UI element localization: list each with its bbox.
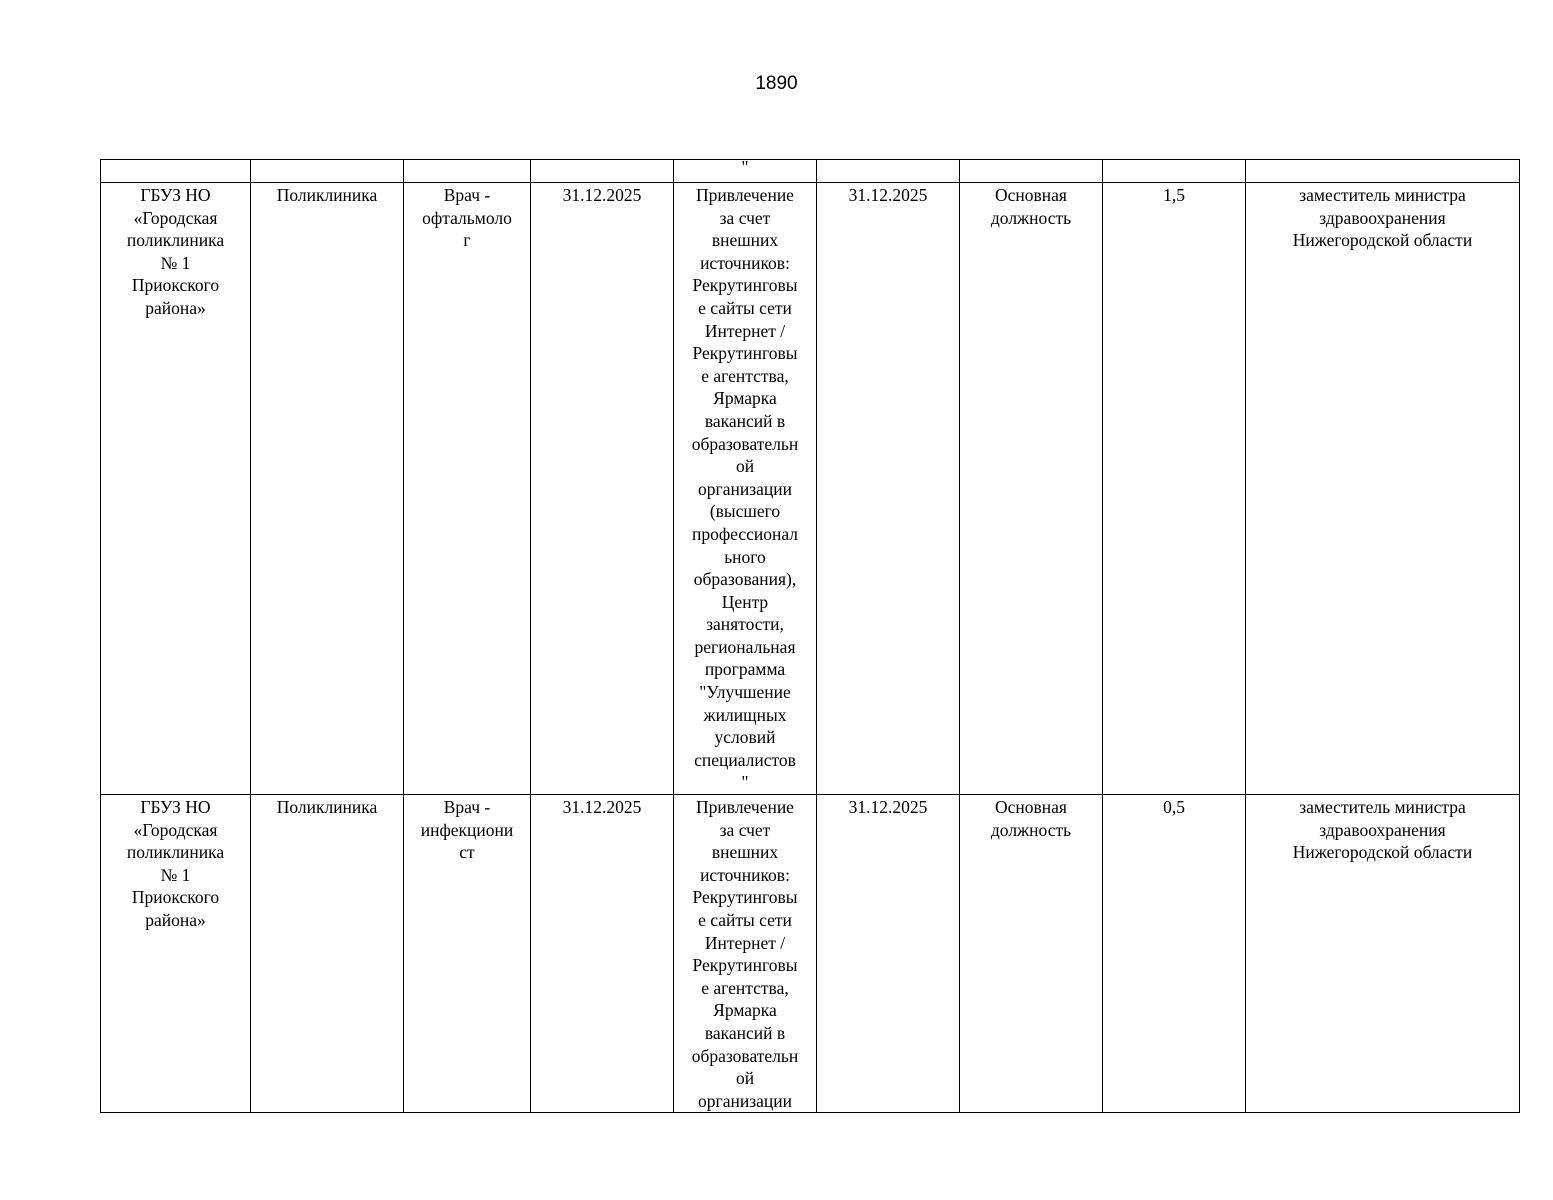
position-cell <box>404 183 531 795</box>
institution-cell <box>101 795 251 1113</box>
rate-cell <box>1103 795 1246 1113</box>
measures-text: Привлечение за счет внешних источников: Рекрутинговы е сайты сети Интернет / Рекрутинговы е агентства, Ярмарка вакансий в образовательн ой организации <box>691 797 799 1111</box>
institution-text: ГБУЗ НО «Городская поликлиника № 1 Приокского района» <box>126 185 225 318</box>
position-type-text: Основная должность <box>990 185 1072 228</box>
position-type-text: Основная должность <box>990 797 1072 840</box>
responsible-text: заместитель министра здравоохранения Нижегородской области <box>1292 185 1473 251</box>
division-text: Поликлиника <box>276 797 378 818</box>
deadline-cell <box>817 183 960 795</box>
measures-cell <box>674 795 817 1113</box>
continuation-row <box>101 160 1520 183</box>
rate-text: 0,5 <box>1163 797 1185 818</box>
table-cell <box>101 160 251 183</box>
table-row <box>101 795 1520 1113</box>
position-type-cell <box>960 795 1103 1113</box>
measures-text: Привлечение за счет внешних источников: Рекрутинговы е сайты сети Интернет / Рекрутинговы е агентства, Ярмарка вакансий в образовательн ой организации (высшего профессионал ьного образования), Центр занятости, региональная программа "Улучшение жилищных условий специалистов " <box>691 185 799 793</box>
date-text: 31.12.2025 <box>562 185 642 205</box>
table-cell <box>1103 160 1246 183</box>
institution-cell <box>101 183 251 795</box>
deadline-text: 31.12.2025 <box>848 797 928 818</box>
deadline-text: 31.12.2025 <box>848 185 928 205</box>
date-cell <box>531 183 674 795</box>
date-text: 31.12.2025 <box>562 797 642 818</box>
responsible-cell <box>1246 795 1520 1113</box>
deadline-cell <box>817 795 960 1113</box>
responsible-text: заместитель министра здравоохранения Нижегородской области <box>1292 797 1473 863</box>
table-row <box>101 183 1520 795</box>
rate-cell <box>1103 183 1246 795</box>
table-cell <box>674 160 817 183</box>
staffing-table <box>100 159 1520 1113</box>
rate-text: 1,5 <box>1163 185 1185 205</box>
date-cell <box>531 795 674 1113</box>
table-cell <box>960 160 1103 183</box>
position-text: Врач - инфекциони ст <box>420 797 514 863</box>
table-cell <box>531 160 674 183</box>
responsible-cell <box>1246 183 1520 795</box>
table-cell <box>817 160 960 183</box>
position-text: Врач - офтальмоло г <box>422 185 512 251</box>
page-number: 1890 <box>755 73 798 94</box>
continuation-mark: " <box>741 159 749 177</box>
division-cell <box>251 795 404 1113</box>
division-cell <box>251 183 404 795</box>
institution-text: ГБУЗ НО «Городская поликлиника № 1 Приокского района» <box>126 797 225 930</box>
position-cell <box>404 795 531 1113</box>
position-type-cell <box>960 183 1103 795</box>
division-text: Поликлиника <box>276 185 378 205</box>
measures-cell <box>674 183 817 795</box>
table-cell <box>404 160 531 183</box>
table-cell <box>251 160 404 183</box>
table-cell <box>1246 160 1520 183</box>
